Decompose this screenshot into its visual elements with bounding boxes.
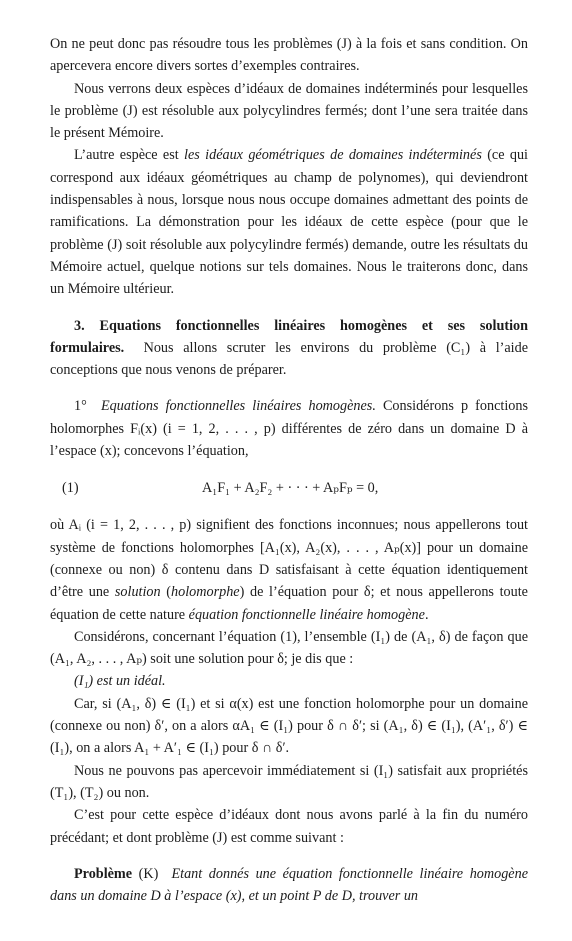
paragraph-3-text-b: (ce qui correspond aux idéaux géométriques au champ de polynomes), qui deviendront indispensables à nous, lorsque nous nous occupe domaines admettant des points de ramifications. La démonstration pour les idéaux de cette espèce (pour que le problème (J) soit résoluble aux polycylindre fermés) demande, outre les résultats du Mémoire actuel, quelque notions sur tels domaines. Nous le traiterons donc, dans un Mémoire ultérieur.: [50, 147, 528, 298]
after-eq-text-c: .: [424, 606, 429, 623]
probleme-tag: (K): [138, 865, 159, 882]
equation-body: A₁F₁ + A₂F₂ + · · · + AₚFₚ = 0,: [202, 480, 379, 497]
probleme-paragraph: [50, 863, 528, 908]
section-3-heading: 3. Equations fonctionnelles linéaires homogènes et ses solution formulaires.: [50, 317, 528, 356]
paragraph-3: [50, 144, 528, 300]
after-eq-text-b: ) de l’équation pour δ; et nous appellerons toute équation de cette nature: [50, 584, 528, 623]
after-eq-text-a: où Aᵢ (i = 1, 2, . . . , p) signifient des fonctions inconnues; nous appellerons tout système de fonctions holomorphes [A₁(x), A₂(x), . . . , Aₚ(x)] pour un domaine (connexe ou non) δ contenu dans D satisfaisant à cette équation identiquement d’être une: [50, 517, 528, 601]
cest-paragraph: C’est pour cette espèce d’idéaux dont nous avons parlé à la fin du numéro précédant; et dont problème (J) est comme suivant :: [50, 807, 528, 846]
paragraph-3-text-a: L’autre espèce est: [74, 147, 185, 164]
after-eq-equation-name: équation fonctionnelle linéaire homogène: [188, 606, 425, 623]
item-1-paragraph: [50, 395, 528, 462]
equation-number: (1): [62, 480, 79, 497]
after-eq-solution: solution: [114, 584, 161, 601]
document-page: [50, 33, 528, 907]
after-eq-holomorphe: holomorphe: [171, 584, 240, 601]
nous-ne-paragraph: Nous ne pouvons pas apercevoir immédiatement si (I₁) satisfait aux propriétés (T₁), (T₂) ou non.: [50, 762, 528, 801]
ideal-statement: [50, 670, 528, 692]
considerons-paragraph: Considérons, concernant l’équation (1), l’ensemble (I₁) de (A₁, δ) de façon que (A₁, A₂, . . . , Aₚ) soit une solution pour δ; je dis que :: [50, 628, 528, 668]
paragraph-3-italic: les idéaux géométriques de domaines indéterminés: [184, 147, 482, 164]
section-3-paragraph: [50, 315, 528, 382]
item-1-text: Considérons p fonctions holomorphes Fᵢ(x) (i = 1, 2, . . . , p) différentes de zéro dans un domaine D à l’espace (x); concevons l’équation,: [50, 398, 528, 460]
after-equation-paragraph: [50, 514, 528, 625]
equation-1: [50, 468, 528, 508]
paragraph-2: Nous verrons deux espèces d’idéaux de domaines indéterminés pour lesquelles le problème (J) est résoluble aux polycylindres fermés; dont l’une sera traitée dans le présent Mémoire.: [50, 80, 528, 142]
item-1-title: Equations fonctionnelles linéaires homogènes.: [100, 398, 376, 415]
probleme-text: Etant donnés une équation fonctionnelle linéaire homogène dans un domaine D à l’espace (x), et un point P de D, trouver un: [50, 865, 528, 905]
probleme-label: Problème: [74, 865, 133, 882]
proof-paragraph: Car, si (A₁, δ) ∈ (I₁) et si α(x) est une fonction holomorphe pour un domaine (connexe ou non) δ′, on a alors αA₁ ∈ (I₁) pour δ ∩ δ′; si (A₁, δ) ∈ (I₁), (A′₁, δ′) ∈ (I₁), on a alors A₁ + A′₁ ∈ (I₁) pour δ ∩ δ′.: [50, 695, 528, 757]
paragraph-1: On ne peut donc pas résoudre tous les problèmes (J) à la fois et sans condition. On apercevera encore divers sortes d’exemples contraires.: [50, 36, 528, 75]
item-1-number: 1°: [74, 398, 87, 415]
after-eq-paren: (: [160, 584, 172, 601]
section-3-intro: Nous allons scruter les environs du problème (C₁) à l’aide conceptions que nous venons de préparer.: [50, 339, 529, 379]
ideal-statement-text: (I₁) est un idéal.: [74, 673, 166, 690]
